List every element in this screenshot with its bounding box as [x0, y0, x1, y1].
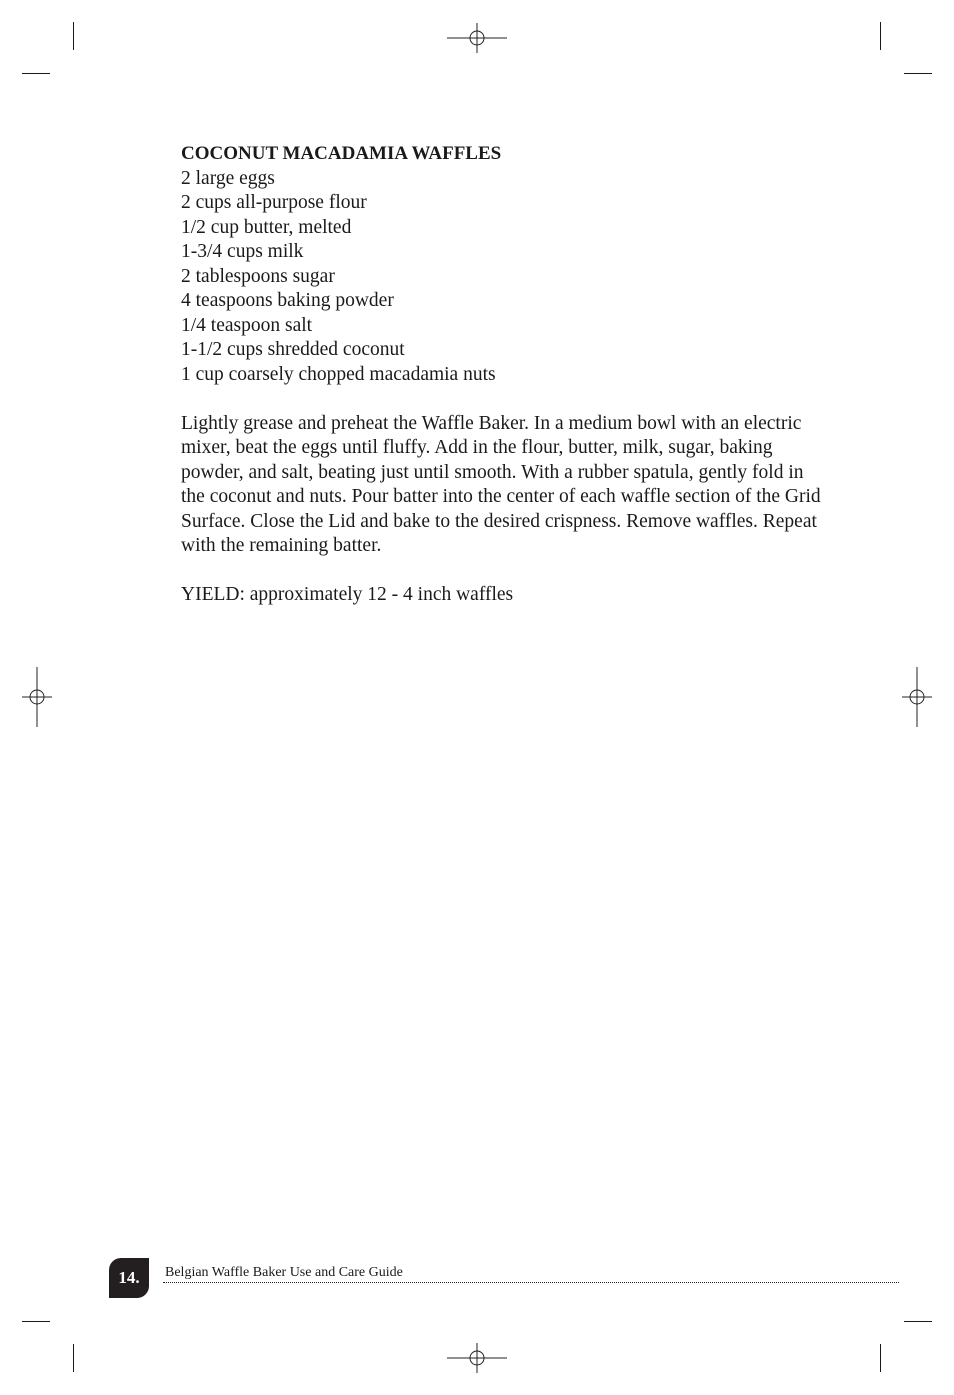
crop-mark-icon [73, 1344, 74, 1372]
ingredient-list [181, 167, 821, 388]
ingredient-item: 1-3/4 cups milk [181, 241, 304, 262]
ingredient-item: 1/2 cup butter, melted [181, 216, 352, 238]
crop-mark-icon [22, 1321, 50, 1322]
recipe [181, 142, 821, 608]
crop-mark-icon [880, 22, 881, 50]
ingredient-item: 1-1/2 cups shredded coconut [181, 339, 405, 360]
page-footer [109, 1257, 899, 1299]
page-number: 14. [109, 1258, 149, 1298]
ingredient-item: 4 teaspoons baking powder [181, 290, 394, 311]
recipe-yield: YIELD: approximately 12 - 4 inch waffles [181, 584, 514, 605]
recipe-instructions: Lightly grease and preheat the Waffle Baker. In a medium bowl with an electric mixer, beat the eggs until fluffy. Add in the flour, butter, milk, sugar, baking powder, and salt, beating just until smooth. With a rubber spatula, gently fold in the coconut and nuts. Pour batter into the center of each waffle section of the Grid Surface. Close the Lid and bake to the desired crispness. Remove waffles. Repeat with the remaining batter. [181, 412, 821, 556]
registration-mark-icon [447, 1328, 507, 1388]
footer-dotted-rule [163, 1282, 899, 1283]
crop-mark-icon [880, 1344, 881, 1372]
registration-mark-icon [887, 667, 947, 727]
ingredient-item: 2 large eggs [181, 167, 275, 189]
crop-mark-icon [904, 1321, 932, 1322]
ingredient-item: 1/4 teaspoon salt [181, 314, 313, 336]
registration-mark-icon [447, 8, 507, 68]
crop-mark-icon [22, 73, 50, 74]
guide-title: Belgian Waffle Baker Use and Care Guide [165, 1265, 403, 1280]
recipe-title: COCONUT MACADAMIA WAFFLES [181, 143, 502, 164]
ingredient-item: 1 cup coarsely chopped macadamia nuts [181, 363, 496, 385]
registration-mark-icon [7, 667, 67, 727]
ingredient-item: 2 tablespoons sugar [181, 265, 335, 287]
crop-mark-icon [904, 73, 932, 74]
crop-mark-icon [73, 22, 74, 50]
ingredient-item: 2 cups all-purpose flour [181, 192, 367, 213]
